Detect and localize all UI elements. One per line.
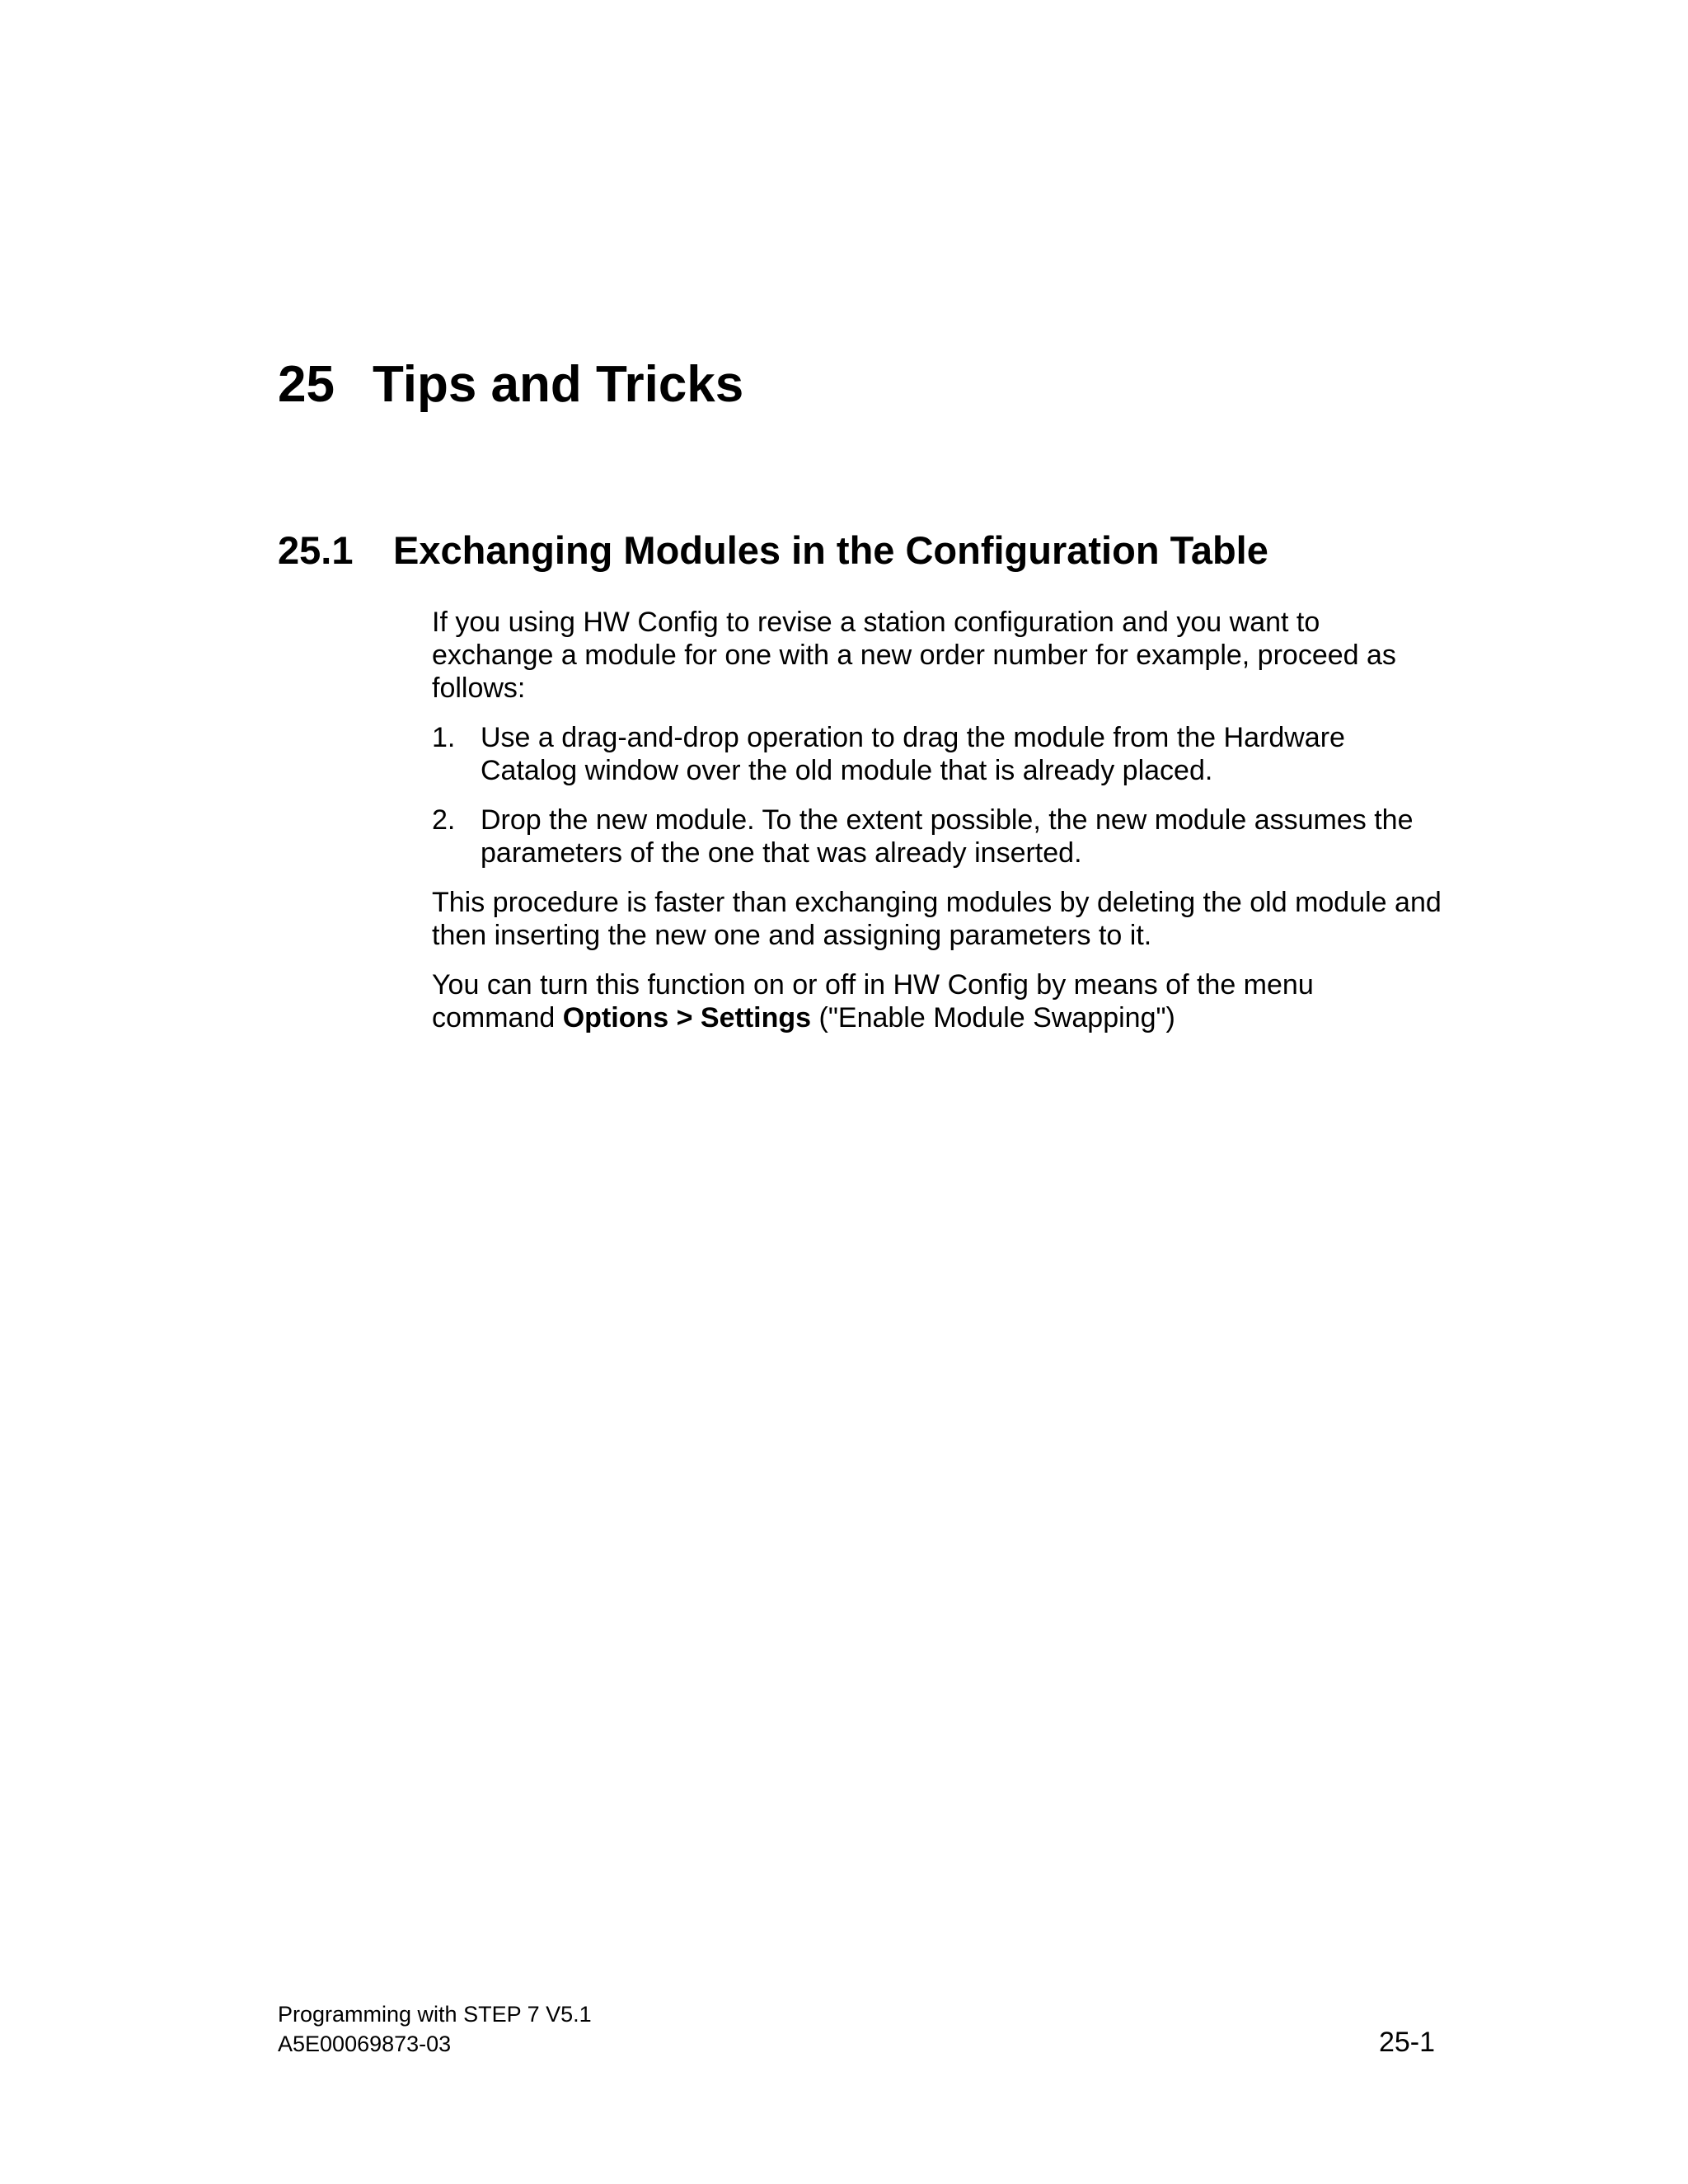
list-item-text: Use a drag-and-drop operation to drag the module from the Hardware Catalog window over the old module that is already placed. [481, 722, 1345, 786]
chapter-title: Tips and Tricks [373, 356, 744, 413]
settings-paragraph-prefix: You can turn this function on or off in HW Config by means of the menu command [432, 969, 1314, 1033]
footer-order-number: A5E00069873-03 [278, 2032, 452, 2056]
list-item [432, 721, 1442, 787]
settings-paragraph-suffix: ("Enable Module Swapping") [811, 1002, 1175, 1033]
page-number: 25-1 [1378, 2027, 1435, 2058]
section-title: Exchanging Modules in the Configuration Table [393, 528, 1268, 572]
steps-list [432, 721, 1442, 869]
intro-paragraph: If you using HW Config to revise a station configuration and you want to exchange a module for one with a new order number for example, proceed as follows: [432, 607, 1396, 704]
section-heading [278, 527, 1268, 574]
list-item-marker: 2. [432, 804, 456, 836]
chapter-heading [278, 354, 743, 415]
footer-manual-title: Programming with STEP 7 V5.1 [278, 2002, 592, 2027]
section-body [432, 606, 1442, 1051]
section-number: 25.1 [278, 528, 354, 572]
list-item-text: Drop the new module. To the extent possible, the new module assumes the parameters of the one that was already inserted. [481, 804, 1414, 869]
list-item [432, 804, 1442, 869]
chapter-number: 25 [278, 356, 335, 413]
settings-paragraph [432, 968, 1442, 1034]
menu-command: Options > Settings [562, 1002, 812, 1033]
procedure-note-paragraph: This procedure is faster than exchanging modules by deleting the old module and then inserting the new one and assigning parameters to it. [432, 887, 1442, 951]
list-item-marker: 1. [432, 722, 456, 753]
footer-document-info [278, 1999, 592, 2059]
